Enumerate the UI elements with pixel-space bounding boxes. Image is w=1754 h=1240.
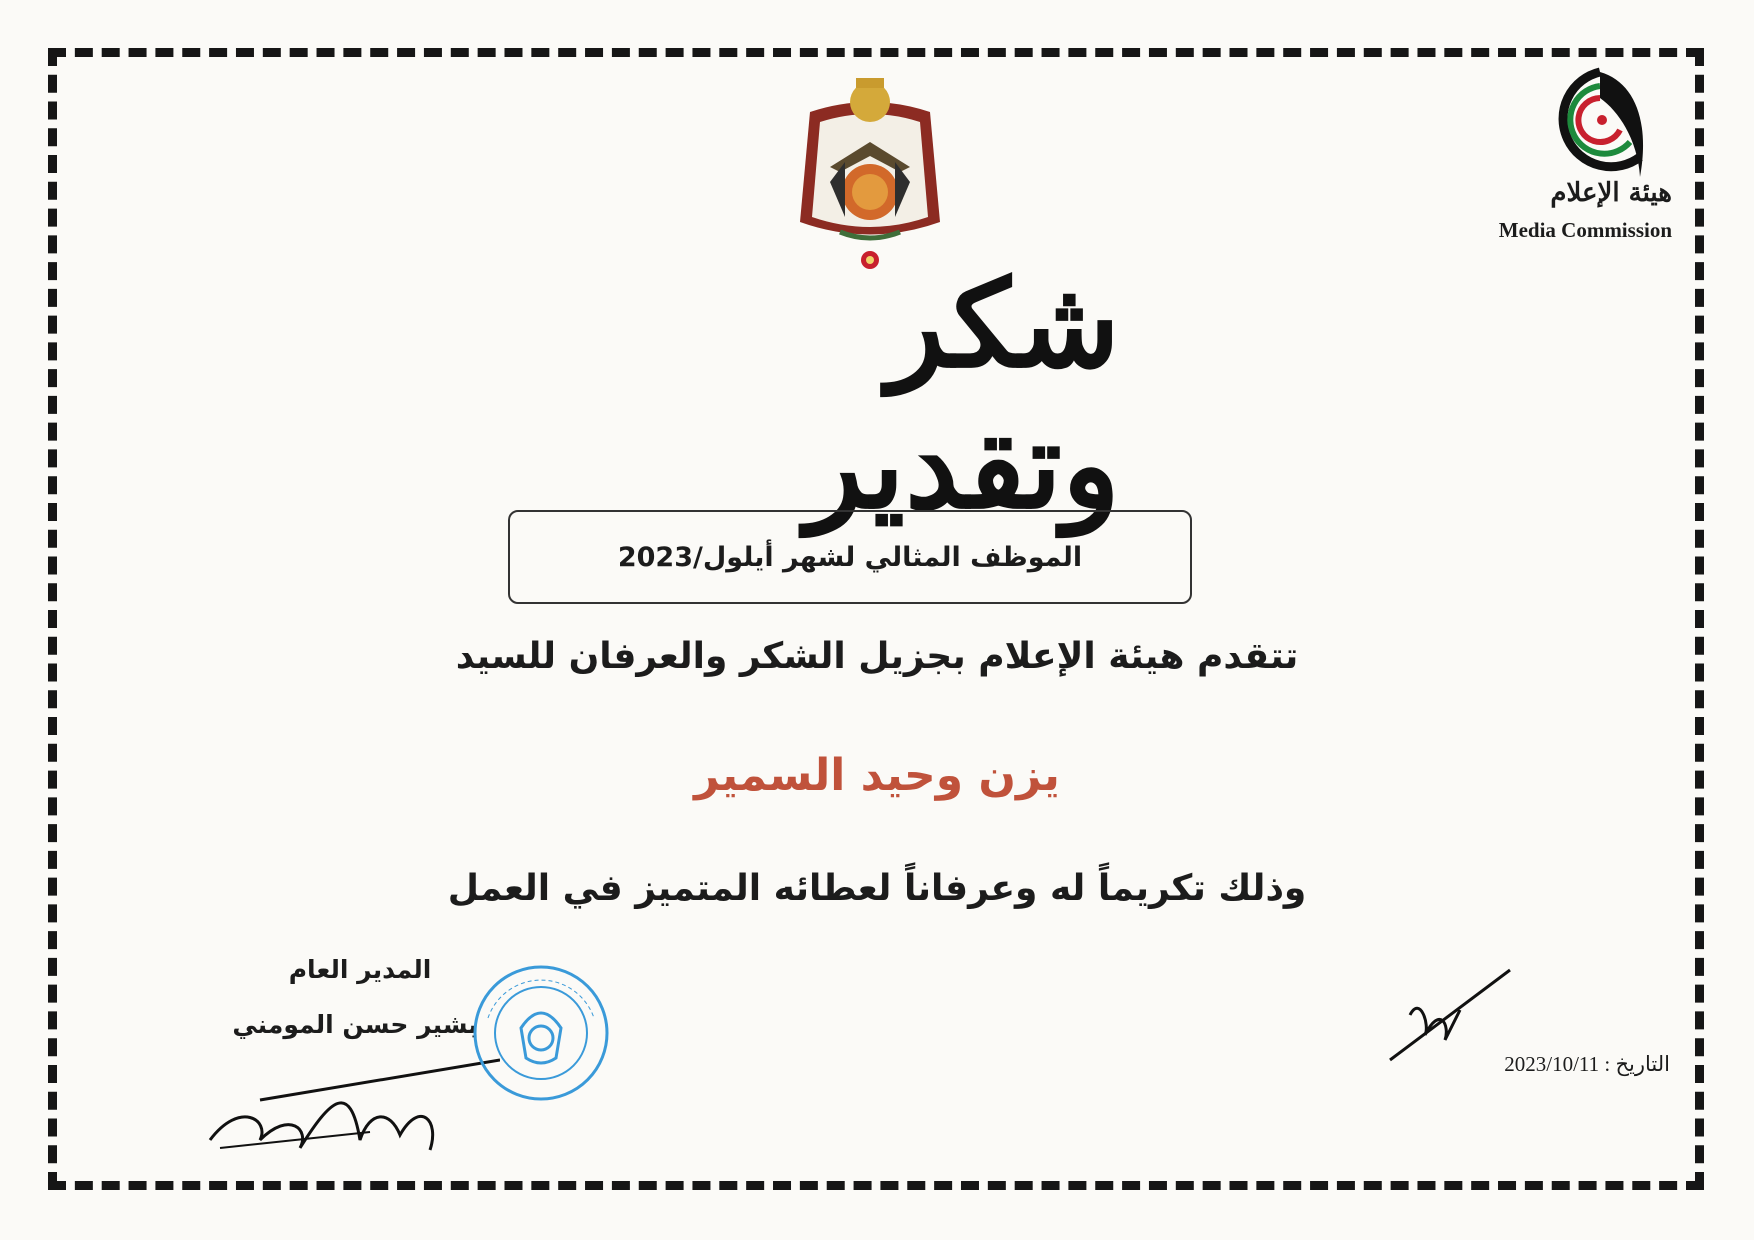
title-text: شكر وتقدير bbox=[805, 254, 1120, 536]
recipient-name: يزن وحيد السمير bbox=[694, 750, 1060, 801]
logo-arabic-text: هيئة الإعلام bbox=[1550, 178, 1672, 208]
logo-english-text: Media Commission bbox=[1498, 218, 1672, 242]
media-commission-logo bbox=[1500, 62, 1680, 252]
certificate-date: التاريخ : 2023/10/11 bbox=[1504, 1052, 1670, 1076]
official-stamp-icon bbox=[466, 958, 616, 1108]
handwritten-signature-icon bbox=[200, 1040, 500, 1160]
reason-text: وذلك تكريماً له وعرفاناً لعطائه المتميز في العمل bbox=[447, 868, 1307, 909]
intro-text: تتقدم هيئة الإعلام بجزيل الشكر والعرفان للسيد bbox=[455, 636, 1299, 677]
signatory-role: المدير العام bbox=[288, 955, 432, 984]
certificate-title bbox=[560, 254, 1120, 536]
initials-signature-icon bbox=[1380, 965, 1520, 1065]
award-box bbox=[508, 510, 1192, 604]
award-text: الموظف المثالي لشهر أيلول/2023 bbox=[617, 541, 1083, 573]
signatory-name: بشير حسن المومني bbox=[232, 1010, 478, 1039]
jordan-coat-of-arms-icon bbox=[790, 72, 950, 282]
media-commission-emblem-icon bbox=[1540, 62, 1660, 182]
